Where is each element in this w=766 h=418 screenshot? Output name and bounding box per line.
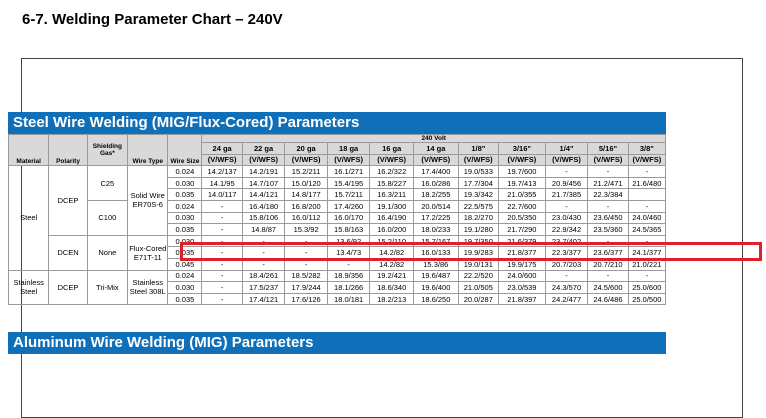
value-cell: 15.7/211: [327, 189, 370, 201]
table-row: [9, 270, 666, 282]
value-cell: 15.2/211: [285, 166, 328, 178]
header-thickness: 5/16": [588, 143, 628, 155]
material-cell: Steel: [9, 166, 49, 270]
header-unit: (V/WFS): [242, 154, 285, 166]
header-unit: (V/WFS): [545, 154, 588, 166]
wire-size-cell: 0.035: [168, 189, 202, 201]
value-cell: 21.0/221: [628, 258, 665, 270]
value-cell: 18.2/213: [370, 293, 414, 305]
header-unit: (V/WFS): [628, 154, 665, 166]
value-cell: 14.1/95: [202, 177, 242, 189]
value-cell: -: [202, 247, 242, 259]
value-cell: 13.6/92: [327, 235, 370, 247]
header-wire-size: Wire Size: [168, 135, 202, 166]
value-cell: -: [628, 235, 665, 247]
value-cell: 21.2/471: [588, 177, 628, 189]
value-cell: 15.8/163: [327, 224, 370, 236]
value-cell: 19.1/280: [458, 224, 498, 236]
value-cell: 18.6/250: [413, 293, 458, 305]
header-shielding-gas: Shielding Gas*: [87, 135, 127, 166]
value-cell: 14.8/177: [285, 189, 328, 201]
value-cell: -: [588, 200, 628, 212]
value-cell: -: [202, 235, 242, 247]
value-cell: 22.3/377: [545, 247, 588, 259]
value-cell: 22.9/342: [545, 224, 588, 236]
header-thickness: 3/8": [628, 143, 665, 155]
value-cell: 21.0/355: [499, 189, 546, 201]
value-cell: -: [242, 247, 285, 259]
value-cell: 17.2/225: [413, 212, 458, 224]
value-cell: -: [285, 235, 328, 247]
value-cell: 21.6/480: [628, 177, 665, 189]
value-cell: [628, 189, 665, 201]
value-cell: 19.7/413: [499, 177, 546, 189]
value-cell: 24.3/570: [545, 282, 588, 294]
value-cell: -: [588, 166, 628, 178]
highlight-box: [180, 242, 762, 261]
header-thickness: 20 ga: [285, 143, 328, 155]
value-cell: 23.5/360: [588, 224, 628, 236]
value-cell: 17.5/237: [242, 282, 285, 294]
aluminum-band-title: Aluminum Wire Welding (MIG) Parameters: [8, 332, 666, 354]
wire-type-cell: Flux-Cored E71T-11: [128, 235, 168, 270]
value-cell: 20.0/514: [413, 200, 458, 212]
value-cell: 14.4/121: [242, 189, 285, 201]
wire-type-cell: Solid Wire ER70S-6: [128, 166, 168, 236]
value-cell: 19.3/342: [458, 189, 498, 201]
value-cell: 19.6/400: [413, 282, 458, 294]
value-cell: 19.9/175: [499, 258, 546, 270]
polarity-cell: DCEN: [49, 235, 87, 270]
value-cell: 20.7/203: [545, 258, 588, 270]
value-cell: 21.8/397: [499, 293, 546, 305]
value-cell: -: [588, 235, 628, 247]
value-cell: 15.3/92: [285, 224, 328, 236]
header-unit: (V/WFS): [327, 154, 370, 166]
value-cell: 24.5/600: [588, 282, 628, 294]
value-cell: 19.7/600: [499, 166, 546, 178]
value-cell: -: [628, 200, 665, 212]
value-cell: 17.6/126: [285, 293, 328, 305]
value-cell: 20.7/210: [588, 258, 628, 270]
value-cell: -: [285, 247, 328, 259]
header-thickness: 14 ga: [413, 143, 458, 155]
value-cell: 18.5/282: [285, 270, 328, 282]
value-cell: 21.7/385: [545, 189, 588, 201]
value-cell: 24.6/486: [588, 293, 628, 305]
value-cell: -: [285, 258, 328, 270]
value-cell: 23.6/377: [588, 247, 628, 259]
value-cell: 16.8/200: [285, 200, 328, 212]
value-cell: 23.0/539: [499, 282, 546, 294]
value-cell: 17.7/304: [458, 177, 498, 189]
value-cell: -: [545, 270, 588, 282]
value-cell: 17.9/244: [285, 282, 328, 294]
value-cell: 20.5/350: [499, 212, 546, 224]
value-cell: 15.8/227: [370, 177, 414, 189]
value-cell: 22.5/575: [458, 200, 498, 212]
value-cell: 25.0/600: [628, 282, 665, 294]
value-cell: 23.0/430: [545, 212, 588, 224]
value-cell: 15.4/195: [327, 177, 370, 189]
value-cell: 20.0/287: [458, 293, 498, 305]
wire-size-cell: 0.030: [168, 235, 202, 247]
shielding-gas-cell: Tri-Mix: [87, 270, 127, 305]
value-cell: -: [202, 224, 242, 236]
value-cell: 14.2/191: [242, 166, 285, 178]
value-cell: 18.6/340: [370, 282, 414, 294]
value-cell: 14.2/137: [202, 166, 242, 178]
value-cell: -: [545, 200, 588, 212]
wire-size-cell: 0.024: [168, 166, 202, 178]
value-cell: 24.5/365: [628, 224, 665, 236]
value-cell: 19.9/283: [458, 247, 498, 259]
value-cell: 18.0/181: [327, 293, 370, 305]
header-thickness: 24 ga: [202, 143, 242, 155]
value-cell: 19.7/350: [458, 235, 498, 247]
header-thickness: 3/16": [499, 143, 546, 155]
value-cell: 14.2/82: [370, 247, 414, 259]
value-cell: 19.0/131: [458, 258, 498, 270]
header-thickness: 16 ga: [370, 143, 414, 155]
value-cell: -: [628, 270, 665, 282]
header-polarity: Polarity: [49, 135, 87, 166]
value-cell: 21.7/290: [499, 224, 546, 236]
value-cell: 16.0/286: [413, 177, 458, 189]
voltage-header: 240 Volt: [202, 135, 666, 143]
value-cell: -: [327, 258, 370, 270]
value-cell: 16.4/190: [370, 212, 414, 224]
value-cell: -: [545, 166, 588, 178]
value-cell: 19.1/300: [370, 200, 414, 212]
value-cell: 22.3/384: [588, 189, 628, 201]
value-cell: -: [242, 235, 285, 247]
value-cell: 23.7/402: [545, 235, 588, 247]
value-cell: 16.2/322: [370, 166, 414, 178]
value-cell: -: [202, 270, 242, 282]
header-unit: (V/WFS): [458, 154, 498, 166]
value-cell: -: [628, 166, 665, 178]
value-cell: 24.2/477: [545, 293, 588, 305]
header-unit: (V/WFS): [285, 154, 328, 166]
value-cell: 21.6/379: [499, 235, 546, 247]
value-cell: 16.0/170: [327, 212, 370, 224]
value-cell: 14.7/107: [242, 177, 285, 189]
section-heading: 6-7. Welding Parameter Chart – 240V: [22, 11, 283, 28]
polarity-cell: DCEP: [49, 166, 87, 236]
value-cell: 16.0/112: [285, 212, 328, 224]
value-cell: 15.8/106: [242, 212, 285, 224]
wire-type-cell: Stainless Steel 308L: [128, 270, 168, 305]
material-cell: Stainless Steel: [9, 270, 49, 305]
value-cell: 18.2/270: [458, 212, 498, 224]
header-unit: (V/WFS): [413, 154, 458, 166]
header-thickness: 18 ga: [327, 143, 370, 155]
polarity-cell: DCEP: [49, 270, 87, 305]
voltage-header-row: [9, 135, 666, 143]
value-cell: 24.0/460: [628, 212, 665, 224]
value-cell: 15.0/120: [285, 177, 328, 189]
value-cell: 21.8/377: [499, 247, 546, 259]
value-cell: 18.0/233: [413, 224, 458, 236]
value-cell: 15.7/167: [413, 235, 458, 247]
value-cell: 15.3/86: [413, 258, 458, 270]
value-cell: 22.2/520: [458, 270, 498, 282]
header-unit: (V/WFS): [499, 154, 546, 166]
value-cell: -: [202, 258, 242, 270]
value-cell: 18.4/261: [242, 270, 285, 282]
value-cell: 18.2/255: [413, 189, 458, 201]
header-thickness: 1/4": [545, 143, 588, 155]
value-cell: -: [202, 293, 242, 305]
shielding-gas-cell: C100: [87, 200, 127, 235]
table-row: [9, 166, 666, 178]
header-thickness: 22 ga: [242, 143, 285, 155]
wire-size-cell: 0.030: [168, 282, 202, 294]
parameter-table: [8, 134, 666, 305]
value-cell: 16.0/133: [413, 247, 458, 259]
shielding-gas-cell: C25: [87, 166, 127, 201]
value-cell: 19.0/533: [458, 166, 498, 178]
value-cell: 19.2/421: [370, 270, 414, 282]
header-wire-type: Wire Type: [128, 135, 168, 166]
value-cell: 21.0/505: [458, 282, 498, 294]
steel-band-title: Steel Wire Welding (MIG/Flux-Cored) Parameters: [8, 112, 666, 134]
header-unit: (V/WFS): [202, 154, 242, 166]
table-row: [9, 200, 666, 212]
wire-size-cell: 0.030: [168, 212, 202, 224]
value-cell: 23.6/450: [588, 212, 628, 224]
value-cell: 20.9/456: [545, 177, 588, 189]
value-cell: 13.4/73: [327, 247, 370, 259]
wire-size-cell: 0.024: [168, 200, 202, 212]
value-cell: 24.0/600: [499, 270, 546, 282]
shielding-gas-cell: None: [87, 235, 127, 270]
value-cell: 17.4/260: [327, 200, 370, 212]
header-thickness: 1/8": [458, 143, 498, 155]
value-cell: 17.4/121: [242, 293, 285, 305]
value-cell: 16.3/211: [370, 189, 414, 201]
value-cell: -: [242, 258, 285, 270]
value-cell: 19.6/487: [413, 270, 458, 282]
wire-size-cell: 0.035: [168, 224, 202, 236]
header-unit: (V/WFS): [370, 154, 414, 166]
value-cell: 14.8/87: [242, 224, 285, 236]
header-material: Material: [9, 135, 49, 166]
value-cell: -: [202, 212, 242, 224]
value-cell: 14.2/82: [370, 258, 414, 270]
value-cell: 16.4/180: [242, 200, 285, 212]
value-cell: -: [588, 270, 628, 282]
value-cell: 16.1/271: [327, 166, 370, 178]
wire-size-cell: 0.035: [168, 247, 202, 259]
wire-size-cell: 0.024: [168, 270, 202, 282]
value-cell: 24.1/377: [628, 247, 665, 259]
value-cell: 25.0/500: [628, 293, 665, 305]
value-cell: -: [202, 282, 242, 294]
wire-size-cell: 0.045: [168, 258, 202, 270]
header-unit: (V/WFS): [588, 154, 628, 166]
value-cell: 17.4/400: [413, 166, 458, 178]
value-cell: 18.1/266: [327, 282, 370, 294]
wire-size-cell: 0.030: [168, 177, 202, 189]
value-cell: 22.7/600: [499, 200, 546, 212]
value-cell: 18.9/356: [327, 270, 370, 282]
wire-size-cell: 0.035: [168, 293, 202, 305]
value-cell: 16.0/200: [370, 224, 414, 236]
value-cell: 14.0/117: [202, 189, 242, 201]
value-cell: -: [202, 200, 242, 212]
value-cell: 15.2/110: [370, 235, 414, 247]
